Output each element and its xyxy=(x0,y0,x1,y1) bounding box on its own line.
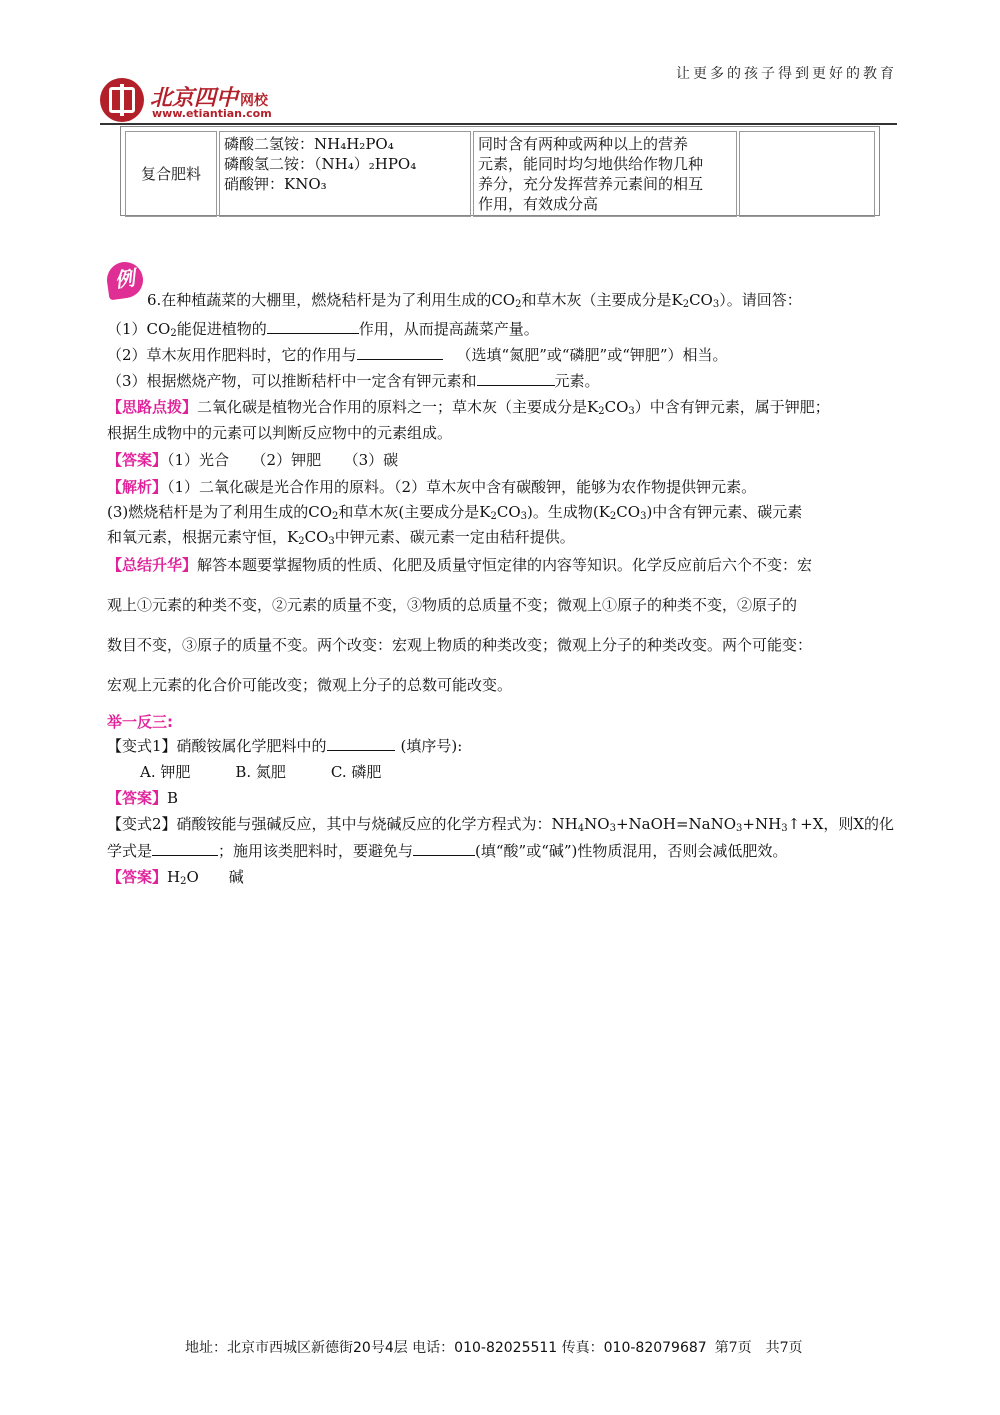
variant-2-question-line-2: 学式是 ；施用该类肥料时，要避免与 (填“酸”或“碱”)性物质混用，否则会减低肥效。 xyxy=(107,842,788,860)
explain-tag: 【解析】 xyxy=(107,478,168,496)
table-cell-empty xyxy=(739,131,875,217)
answer-blank[interactable] xyxy=(357,345,443,360)
logo-emblem-icon xyxy=(100,78,144,122)
page-number: 第7页 共7页 xyxy=(714,1340,803,1356)
answer-blank[interactable] xyxy=(267,319,359,334)
table-cell-examples: 磷酸二氢铵：NH₄H₂PO₄ 磷酸氢二铵：（NH₄）₂HPO₄ 硝酸钾：KNO₃ xyxy=(219,131,471,217)
variant-2-question-line-1: 【变式2】硝酸铵能与强碱反应，其中与烧碱反应的化学方程式为：$NH_4NO_3+NaOH=NaNO_3+NH_3↑+X$，则X的化 xyxy=(107,815,895,834)
school-logo xyxy=(100,78,340,124)
summary-line-4: 宏观上元素的化合价可能改变；微观上分子的总数可能改变。 xyxy=(107,676,513,694)
page-footer xyxy=(185,1337,803,1357)
answer-blank[interactable] xyxy=(327,736,395,751)
table-cell-category: 复合肥料 xyxy=(125,131,217,217)
summary-tag: 【总结升华】 xyxy=(107,556,198,574)
answer-blank[interactable] xyxy=(152,841,218,856)
variant-1-options: A. 钾肥 B. 氮肥 C. 磷肥 xyxy=(140,763,382,781)
variant-2-answer: 【答案】$H_2O$ 碱 xyxy=(107,868,244,887)
hint-line-1: 【思路点拨】二氧化碳是植物光合作用的原料之一；草木灰（主要成分是$K_2CO_3$）中含有钾元素，属于钾肥； xyxy=(107,398,830,417)
sub-question-1: $(1)CO_2$能促进植物的 作用，从而提高蔬菜产量。 xyxy=(107,320,539,339)
table-cell-effects: 同时含有两种或两种以上的营养 元素，能同时均匀地供给作物几种 养分，充分发挥营养元素间的相互 作用，有效成分高 xyxy=(473,131,737,217)
answer-blank[interactable] xyxy=(477,371,555,386)
summary-line-2: 观上①元素的种类不变，②元素的质量不变，③物质的总质量不变；微观上①原子的种类不变，②原子的 xyxy=(107,596,798,614)
answer-blank[interactable] xyxy=(413,841,475,856)
summary-line-3: 数目不变，③原子的质量不变。两个改变：宏观上物质的种类改变；微观上分子的种类改变。两个可能变： xyxy=(107,636,813,654)
answer-tag: 【答案】 xyxy=(107,868,168,886)
hint-tag: 【思路点拨】 xyxy=(107,398,198,416)
question-stem: 6.在种植蔬菜的大棚里，燃烧秸杆是为了利用生成的$CO_2$和草木灰（主要成分是$K_2CO_3$）。请回答： xyxy=(147,291,802,310)
sub-question-3: （3）根据燃烧产物，可以推断秸杆中一定含有钾元素和 元素。 xyxy=(107,372,600,390)
sub-question-2: （2）草木灰用作肥料时，它的作用与 （选填“氮肥”或“磷肥”或“钾肥”）相当。 xyxy=(107,346,728,364)
summary-line-1: 【总结升华】解答本题要掌握物质的性质、化肥及质量守恒定律的内容等知识。化学反应前后六个不变：宏 xyxy=(107,556,813,574)
variant-1-answer: 【答案】B xyxy=(107,789,179,807)
answer-tag: 【答案】 xyxy=(107,789,168,807)
explain-line-1: 【解析】（1）二氧化碳是光合作用的原料。（2）草木灰中含有碳酸钾，能够为农作物提供钾元素。 xyxy=(107,478,757,496)
fertilizer-table xyxy=(120,126,880,216)
hint-line-2: 根据生成物中的元素可以判断反应物中的元素组成。 xyxy=(107,424,453,442)
logo-url: www.etiantian.com xyxy=(152,107,272,120)
practice-heading: 举一反三: xyxy=(107,713,173,731)
logo-name: 北京四中 网校 xyxy=(150,85,269,111)
answer-tag: 【答案】 xyxy=(107,451,168,469)
variant-1-question: 【变式1】硝酸铵属化学肥料中的 (填序号): xyxy=(107,737,463,755)
header-slogan: 让更多的孩子得到更好的教育 xyxy=(676,66,897,82)
explain-line-3: 和氧元素，根据元素守恒，$K_2CO_3$中钾元素、碳元素一定由秸秆提供。 xyxy=(107,528,575,547)
table-row xyxy=(125,131,875,217)
example-badge-icon: 例 xyxy=(105,260,146,301)
header-divider xyxy=(100,123,897,125)
footer-address: 地址：北京市西城区新德街20号4层 电话：010-82025511 传真：010-82079687 xyxy=(185,1340,707,1356)
explain-line-2: (3)燃烧秸杆是为了利用生成的$CO_2$和草木灰(主要成分是$K_2CO_3$)。生成物$(K_2CO_3)$中含有钾元素、碳元素 xyxy=(107,503,803,522)
answer-line: 【答案】（1）光合 （2）钾肥 （3）碳 xyxy=(107,451,399,469)
